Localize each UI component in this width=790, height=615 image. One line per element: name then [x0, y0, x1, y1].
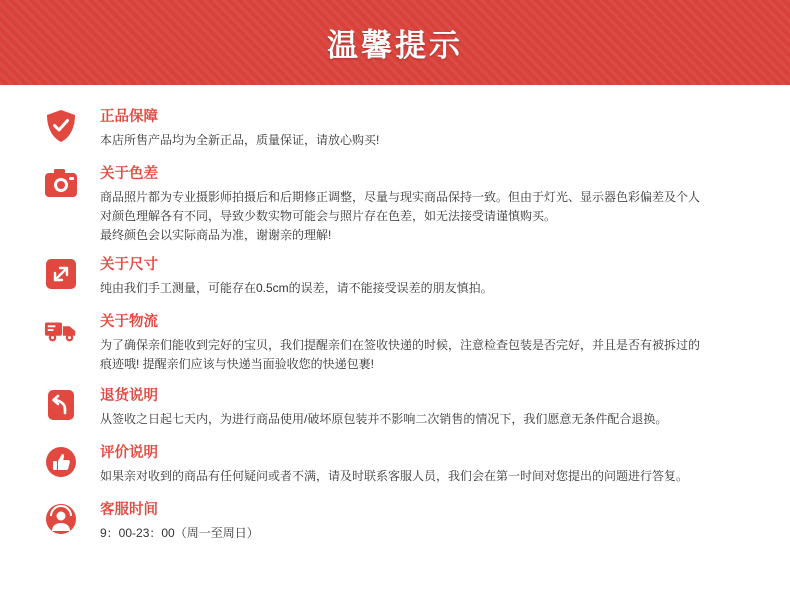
page-title: 温馨提示: [327, 28, 463, 63]
truck-icon: [44, 314, 78, 348]
section-title: 关于色差: [100, 166, 158, 182]
desc-line: 纯由我们手工测量，可能存在0.5cm的误差，请不能接受误差的朋友慎拍。: [100, 281, 493, 295]
text-cell: [100, 312, 746, 374]
header-banner: [0, 0, 790, 85]
desc-line: 最终颜色会以实际商品为准，谢谢亲的理解!: [100, 228, 332, 242]
text-cell: [100, 443, 746, 486]
section-desc: [100, 188, 742, 245]
icon-cell: [44, 500, 100, 536]
icon-cell: [44, 443, 100, 479]
section-title: 客服时间: [100, 502, 158, 518]
list-item: [44, 443, 746, 486]
text-cell: [100, 386, 746, 429]
icon-cell: [44, 255, 100, 291]
icon-cell: [44, 164, 100, 200]
resize-arrows-icon: [44, 257, 78, 291]
customer-service-icon: [44, 502, 78, 536]
desc-line: 如果亲对收到的商品有任何疑问或者不满，请及时联系客服人员，我们会在第一时间对您提出的问题进行答复。: [100, 469, 689, 483]
section-desc: [100, 279, 742, 298]
section-desc: [100, 131, 742, 150]
text-cell: [100, 500, 746, 543]
desc-line: 9：00-23：00（周一至周日）: [100, 526, 259, 540]
icon-cell: [44, 312, 100, 348]
list-item: [44, 500, 746, 543]
desc-line: 本店所售产品均为全新正品，质量保证，请放心购买!: [100, 133, 380, 147]
desc-line: 为了确保亲们能收到完好的宝贝，我们提醒亲们在签收快递的时候，注意检查包装是否完好，并且是否有被拆过的: [100, 338, 701, 352]
desc-line: 从签收之日起七天内，为进行商品使用/破坏原包装并不影响二次销售的情况下，我们愿意无条件配合退换。: [100, 412, 668, 426]
desc-line: 痕迹哦! 提醒亲们应该与快递当面验收您的快递包裹!: [100, 357, 375, 371]
list-item: [44, 386, 746, 429]
section-title: 关于物流: [100, 314, 158, 330]
return-arrow-icon: [44, 388, 78, 422]
desc-line: 对颜色理解各有不同，导致少数实物可能会与照片存在色差，如无法接受请谨慎购买。: [100, 209, 557, 223]
text-cell: [100, 164, 746, 245]
list-item: [44, 164, 746, 245]
text-cell: [100, 107, 746, 150]
section-desc: [100, 336, 742, 374]
thumbs-up-icon: [44, 445, 78, 479]
section-title: 关于尺寸: [100, 257, 158, 273]
text-cell: [100, 255, 746, 298]
icon-cell: [44, 386, 100, 422]
section-desc: [100, 410, 742, 429]
section-desc: [100, 467, 742, 486]
desc-line: 商品照片都为专业摄影师拍摄后和后期修正调整，尽量与现实商品保持一致。但由于灯光、显示器色彩偏差及个人: [100, 190, 701, 204]
section-title: 评价说明: [100, 445, 158, 461]
camera-icon: [44, 166, 78, 200]
section-title: 正品保障: [100, 109, 158, 125]
shield-check-icon: [44, 109, 78, 143]
list-item: [44, 255, 746, 298]
list-item: [44, 312, 746, 374]
section-desc: [100, 524, 742, 543]
list-item: [44, 107, 746, 150]
section-title: 退货说明: [100, 388, 158, 404]
icon-cell: [44, 107, 100, 143]
notice-list: [0, 85, 790, 543]
